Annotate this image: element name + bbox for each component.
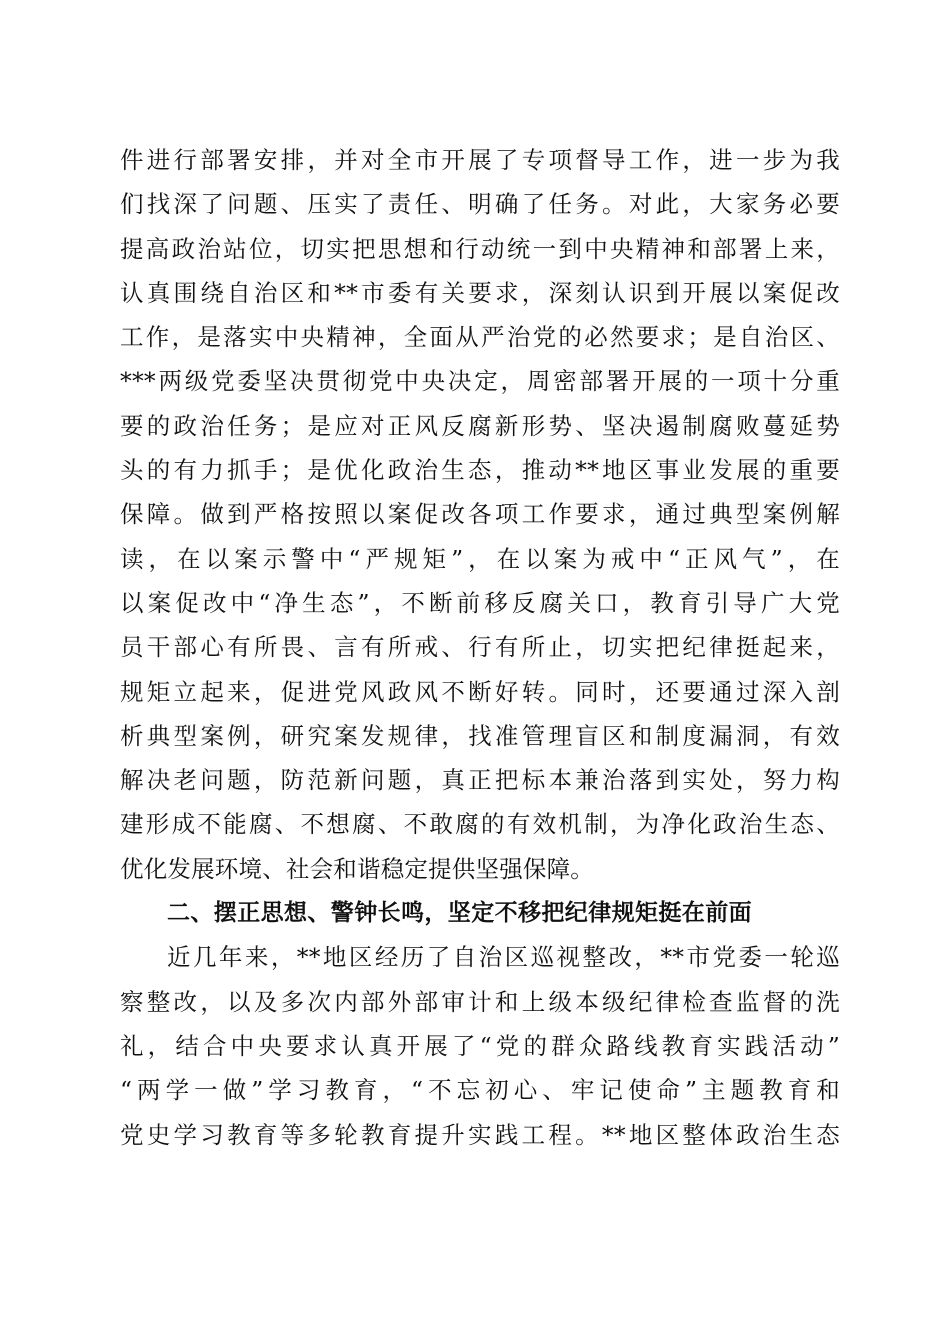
section-heading: 二、摆正思想、警钟长鸣，坚定不移把纪律规矩挺在前面 <box>167 900 752 927</box>
section-2 <box>120 891 840 1157</box>
paragraph-line: 要的政治任务；是应对正风反腐新形势、坚决遏制腐败蔓延势 <box>120 411 840 440</box>
paragraph-line: 认真围绕自治区和**市委有关要求，深刻认识到开展以案促改 <box>120 278 840 307</box>
paragraph-line: “两学一做”学习教育，“不忘初心、牢记使命”主题教育和 <box>120 1076 840 1105</box>
paragraph-line: 们找深了问题、压实了责任、明确了任务。对此，大家务必要 <box>120 190 840 219</box>
paragraph-line: 近几年来，**地区经历了自治区巡视整改，**市党委一轮巡 <box>167 943 840 972</box>
paragraph-line: 析典型案例，研究案发规律，找准管理盲区和制度漏洞，有效 <box>120 721 840 750</box>
paragraph-line: 察整改，以及多次内部外部审计和上级本级纪律检查监督的洗 <box>120 987 840 1016</box>
paragraph-line: 解决老问题，防范新问题，真正把标本兼治落到实处，努力构 <box>120 766 840 795</box>
paragraph-line: 保障。做到严格按照以案促改各项工作要求，通过典型案例解 <box>120 500 840 529</box>
paragraph-line: 件进行部署安排，并对全市开展了专项督导工作，进一步为我 <box>120 146 840 174</box>
paragraph-1 <box>120 138 840 891</box>
paragraph-line: 规矩立起来，促进党风政风不断好转。同时，还要通过深入剖 <box>120 677 840 706</box>
paragraph-line: 读，在以案示警中“严规矩”，在以案为戒中“正风气”，在 <box>120 544 840 573</box>
paragraph-line: 建形成不能腐、不想腐、不敢腐的有效机制，为净化政治生态、 <box>120 810 840 839</box>
paragraph-line: 优化发展环境、社会和谐稳定提供坚强保障。 <box>120 854 594 883</box>
document-body <box>120 138 840 1157</box>
paragraph-line: 礼，结合中央要求认真开展了“党的群众路线教育实践活动” <box>120 1031 840 1060</box>
paragraph-line: 头的有力抓手；是优化政治生态，推动**地区事业发展的重要 <box>120 456 840 485</box>
paragraph-line: ***两级党委坚决贯彻党中央决定，周密部署开展的一项十分重 <box>120 367 840 396</box>
paragraph-line: 党史学习教育等多轮教育提升实践工程。**地区整体政治生态 <box>120 1120 840 1149</box>
paragraph-line: 提高政治站位，切实把思想和行动统一到中央精神和部署上来， <box>120 234 840 263</box>
paragraph-line: 以案促改中“净生态”，不断前移反腐关口，教育引导广大党 <box>120 588 840 617</box>
paragraph-line: 工作，是落实中央精神，全面从严治党的必然要求；是自治区、 <box>120 323 840 352</box>
paragraph-line: 员干部心有所畏、言有所戒、行有所止，切实把纪律挺起来， <box>120 633 840 662</box>
